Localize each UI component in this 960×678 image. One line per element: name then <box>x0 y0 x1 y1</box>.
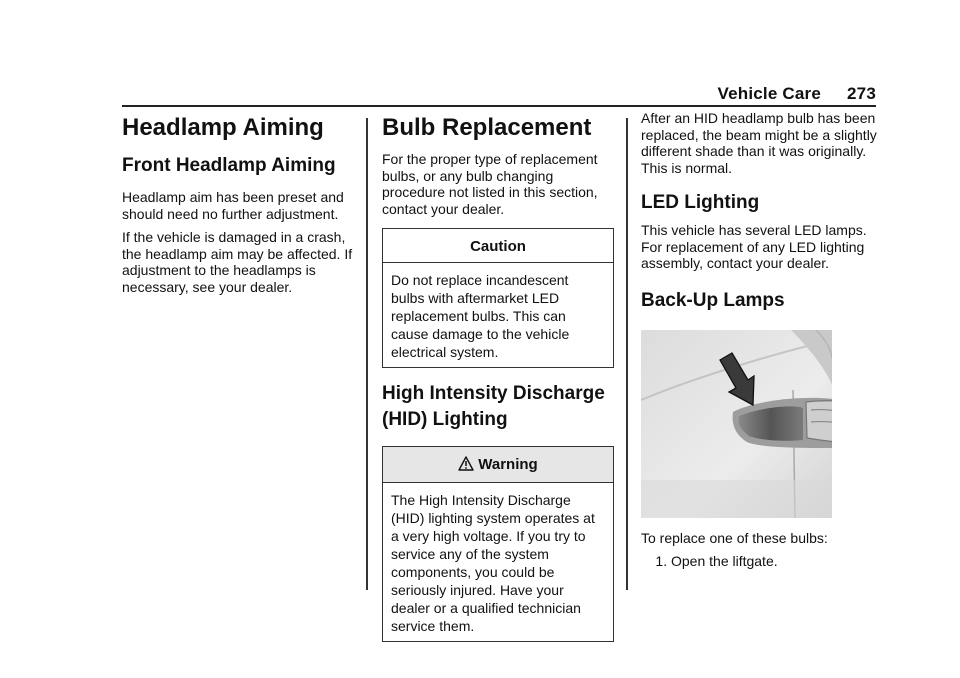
page-header <box>0 84 876 104</box>
hid-replaced-paragraph: After an HID headlamp bulb has been replaced, the beam might be a slightly different shade than it was originally. This is normal. <box>641 110 877 176</box>
caution-title: Caution <box>383 229 613 263</box>
hid-lighting-heading: High Intensity Discharge (HID) Lighting <box>382 383 605 430</box>
header-rule <box>122 105 876 107</box>
bulb-replacement-intro: For the proper type of replacement bulbs, or any bulb changing procedure not listed in this section, contact your dealer. <box>382 151 598 217</box>
column-divider-left <box>366 118 368 590</box>
back-up-lamp-illustration <box>641 330 877 518</box>
caution-text: Do not replace incandescent bulbs with aftermarket LED replacement bulbs. This can cause damage to the vehicle electrical system. <box>391 272 570 360</box>
caution-box <box>382 228 614 368</box>
headlamp-preset-paragraph: Headlamp aim has been preset and should need no further adjustment. <box>122 189 344 222</box>
column-1 <box>122 110 354 295</box>
warning-text: The High Intensity Discharge (HID) lighting system operates at a very high voltage. If you try to service any of the system components, you could be seriously injured. Have your dealer or a qualified technician service them. <box>391 492 595 634</box>
warning-title: Warning <box>478 456 538 473</box>
column-3 <box>641 110 877 569</box>
warning-triangle-icon <box>458 456 474 475</box>
headlamp-crash-paragraph: If the vehicle is damaged in a crash, the headlamp aim may be affected. If adjustment to the headlamps is necessary, see your dealer. <box>122 229 353 295</box>
step-item: 1. Open the liftgate. <box>671 553 877 569</box>
warning-box <box>382 446 614 642</box>
column-2 <box>382 110 614 642</box>
page-number: 273 <box>847 84 876 103</box>
column-divider-right <box>626 118 628 590</box>
replace-bulbs-intro: To replace one of these bulbs: <box>641 529 828 546</box>
headlamp-aiming-heading: Headlamp Aiming <box>122 114 324 141</box>
led-lighting-heading: LED Lighting <box>641 192 760 213</box>
warning-title-bar <box>383 447 613 483</box>
header-section-title: Vehicle Care <box>717 84 822 103</box>
front-headlamp-aiming-heading: Front Headlamp Aiming <box>122 155 336 176</box>
replacement-steps <box>641 553 877 569</box>
bulb-replacement-heading: Bulb Replacement <box>382 114 592 141</box>
led-lighting-paragraph: This vehicle has several LED lamps. For replacement of any LED lighting assembly, contact your dealer. <box>641 222 867 271</box>
back-up-lamps-heading: Back-Up Lamps <box>641 289 785 311</box>
